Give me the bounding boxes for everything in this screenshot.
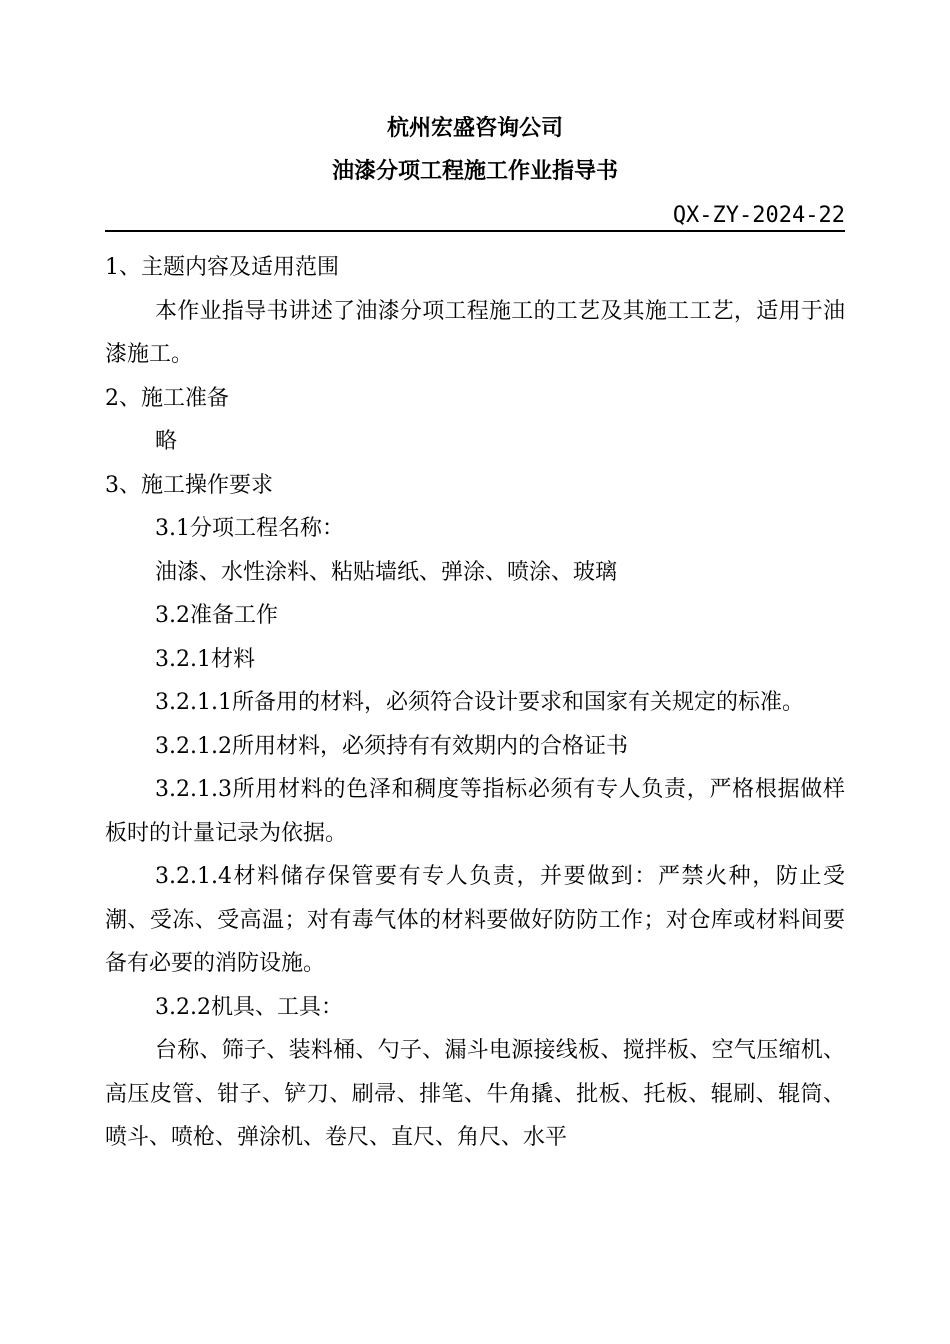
section-3-2-1-3: 3.2.1.3所用材料的色泽和稠度等指标必须有专人负责，严格根据做样板时的计量记录为依据。 xyxy=(105,777,845,846)
section-3-heading: 3、施工操作要求 xyxy=(105,472,273,498)
section-3-1-text: 油漆、水性涂料、粘贴墙纸、弹涂、喷涂、玻璃 xyxy=(155,559,618,585)
document-body xyxy=(105,246,845,1160)
section-3-2-1-4: 3.2.1.4材料储存保管要有专人负责，并要做到：严禁火种，防止受潮、受冻、受高温；对有毒气体的材料要做好防防工作；对仓库或材料间要备有必要的消防设施。 xyxy=(105,864,845,976)
section-1-text: 本作业指导书讲述了油漆分项工程施工的工艺及其施工工艺，适用于油漆施工。 xyxy=(105,298,845,367)
company-name: 杭州宏盛咨询公司 xyxy=(386,115,563,141)
section-2-heading: 2、施工准备 xyxy=(105,385,229,411)
section-3-2-2-heading: 3.2.2机具、工具： xyxy=(155,994,343,1020)
section-3-2-2-text: 台称、筛子、装料桶、勺子、漏斗电源接线板、搅拌板、空气压缩机、高压皮管、钳子、铲刀、刷帚、排笔、牛角撬、批板、托板、辊刷、辊筒、喷斗、喷枪、弹涂机、卷尺、直尺、角尺、水平 xyxy=(105,1038,845,1150)
section-3-2-heading: 3.2准备工作 xyxy=(155,603,278,628)
document-title: 油漆分项工程施工作业指导书 xyxy=(331,158,618,184)
document-number: QX-ZY-2024-22 xyxy=(672,203,845,228)
header-divider xyxy=(105,230,845,232)
section-3-2-1-heading: 3.2.1材料 xyxy=(155,646,255,672)
section-1-heading: 1、主题内容及适用范围 xyxy=(105,255,339,280)
section-2-text: 略 xyxy=(155,429,178,454)
section-3-1-heading: 3.1分项工程名称： xyxy=(155,516,344,541)
section-3-2-1-2: 3.2.1.2所用材料，必须持有有效期内的合格证书 xyxy=(155,733,628,759)
section-3-2-1-1: 3.2.1.1所备用的材料，必须符合设计要求和国家有关规定的标准。 xyxy=(155,690,804,715)
